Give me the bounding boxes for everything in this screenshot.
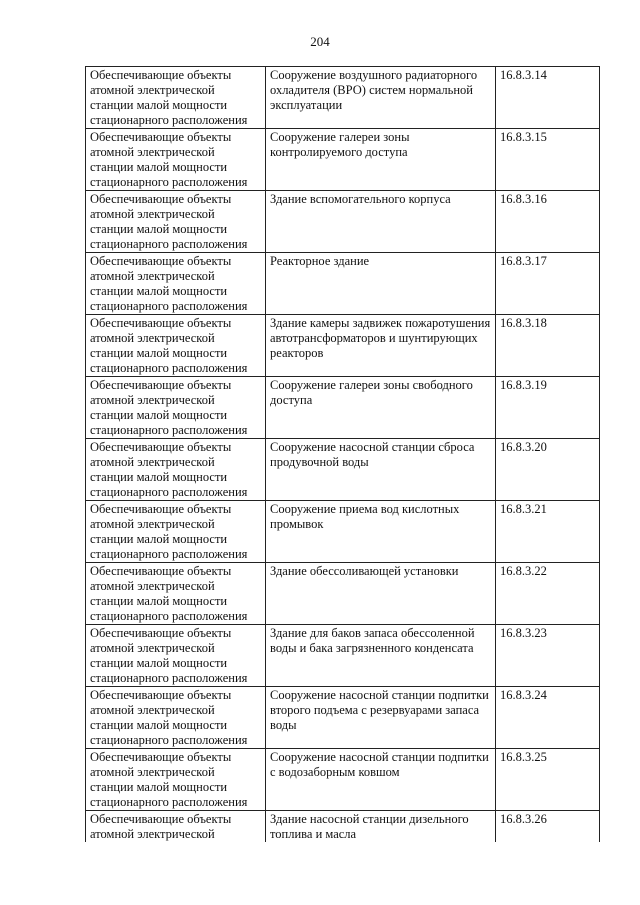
table-row bbox=[86, 625, 600, 687]
code-cell: 16.8.3.20 bbox=[496, 439, 600, 501]
category-cell: Обеспечивающие объекты атомной электрической станции малой мощности стационарного расположения bbox=[86, 129, 266, 191]
category-cell: Обеспечивающие объекты атомной электрической станции малой мощности стационарного расположения bbox=[86, 315, 266, 377]
object-name-cell: Здание камеры задвижек пожаротушения автотрансформаторов и шунтирующих реакторов bbox=[266, 315, 496, 377]
table-row bbox=[86, 811, 600, 843]
code-cell: 16.8.3.15 bbox=[496, 129, 600, 191]
category-cell: Обеспечивающие объекты атомной электрической станции малой мощности стационарного расположения bbox=[86, 625, 266, 687]
page-number: 204 bbox=[310, 34, 330, 49]
registry-table bbox=[85, 66, 600, 842]
object-name-cell: Сооружение насосной станции подпитки второго подъема с резервуарами запаса воды bbox=[266, 687, 496, 749]
code-cell: 16.8.3.18 bbox=[496, 315, 600, 377]
table-row bbox=[86, 253, 600, 315]
object-name-cell: Здание для баков запаса обессоленной воды и бака загрязненного конденсата bbox=[266, 625, 496, 687]
category-cell: Обеспечивающие объекты атомной электрической станции малой мощности стационарного расположения bbox=[86, 439, 266, 501]
table-row bbox=[86, 129, 600, 191]
table-row bbox=[86, 563, 600, 625]
table-row bbox=[86, 191, 600, 253]
code-cell: 16.8.3.25 bbox=[496, 749, 600, 811]
code-cell: 16.8.3.14 bbox=[496, 67, 600, 129]
table-row bbox=[86, 501, 600, 563]
code-cell: 16.8.3.24 bbox=[496, 687, 600, 749]
table-row bbox=[86, 439, 600, 501]
category-cell: Обеспечивающие объекты атомной электрической станции малой мощности стационарного расположения bbox=[86, 563, 266, 625]
object-name-cell: Здание вспомогательного корпуса bbox=[266, 191, 496, 253]
object-name-cell: Сооружение насосной станции сброса продувочной воды bbox=[266, 439, 496, 501]
object-name-cell: Сооружение насосной станции подпитки с водозаборным ковшом bbox=[266, 749, 496, 811]
table-row bbox=[86, 377, 600, 439]
table-row bbox=[86, 315, 600, 377]
table-row bbox=[86, 749, 600, 811]
category-cell: Обеспечивающие объекты атомной электрической станции малой мощности стационарного расположения bbox=[86, 191, 266, 253]
code-cell: 16.8.3.19 bbox=[496, 377, 600, 439]
object-name-cell: Здание обессоливающей установки bbox=[266, 563, 496, 625]
category-cell: Обеспечивающие объекты атомной электрической станции малой мощности стационарного расположения bbox=[86, 749, 266, 811]
object-name-cell: Сооружение воздушного радиаторного охладителя (ВРО) систем нормальной эксплуатации bbox=[266, 67, 496, 129]
code-cell: 16.8.3.21 bbox=[496, 501, 600, 563]
table-row bbox=[86, 687, 600, 749]
object-name-cell: Сооружение галереи зоны свободного доступа bbox=[266, 377, 496, 439]
category-cell: Обеспечивающие объекты атомной электрической станции малой мощности стационарного расположения bbox=[86, 67, 266, 129]
code-cell: 16.8.3.23 bbox=[496, 625, 600, 687]
object-name-cell: Сооружение галереи зоны контролируемого доступа bbox=[266, 129, 496, 191]
code-cell: 16.8.3.26 bbox=[496, 811, 600, 843]
registry-table-body bbox=[86, 67, 600, 843]
category-cell: Обеспечивающие объекты атомной электрической станции малой мощности стационарного расположения bbox=[86, 687, 266, 749]
object-name-cell: Здание насосной станции дизельного топлива и масла bbox=[266, 811, 496, 843]
category-cell: Обеспечивающие объекты атомной электрической станции малой мощности стационарного расположения bbox=[86, 377, 266, 439]
code-cell: 16.8.3.16 bbox=[496, 191, 600, 253]
table-row bbox=[86, 67, 600, 129]
code-cell: 16.8.3.22 bbox=[496, 563, 600, 625]
category-cell: Обеспечивающие объекты атомной электрической станции малой мощности стационарного расположения bbox=[86, 501, 266, 563]
object-name-cell: Сооружение приема вод кислотных промывок bbox=[266, 501, 496, 563]
object-name-cell: Реакторное здание bbox=[266, 253, 496, 315]
category-cell: Обеспечивающие объекты атомной электрической bbox=[86, 811, 266, 843]
code-cell: 16.8.3.17 bbox=[496, 253, 600, 315]
category-cell: Обеспечивающие объекты атомной электрической станции малой мощности стационарного расположения bbox=[86, 253, 266, 315]
